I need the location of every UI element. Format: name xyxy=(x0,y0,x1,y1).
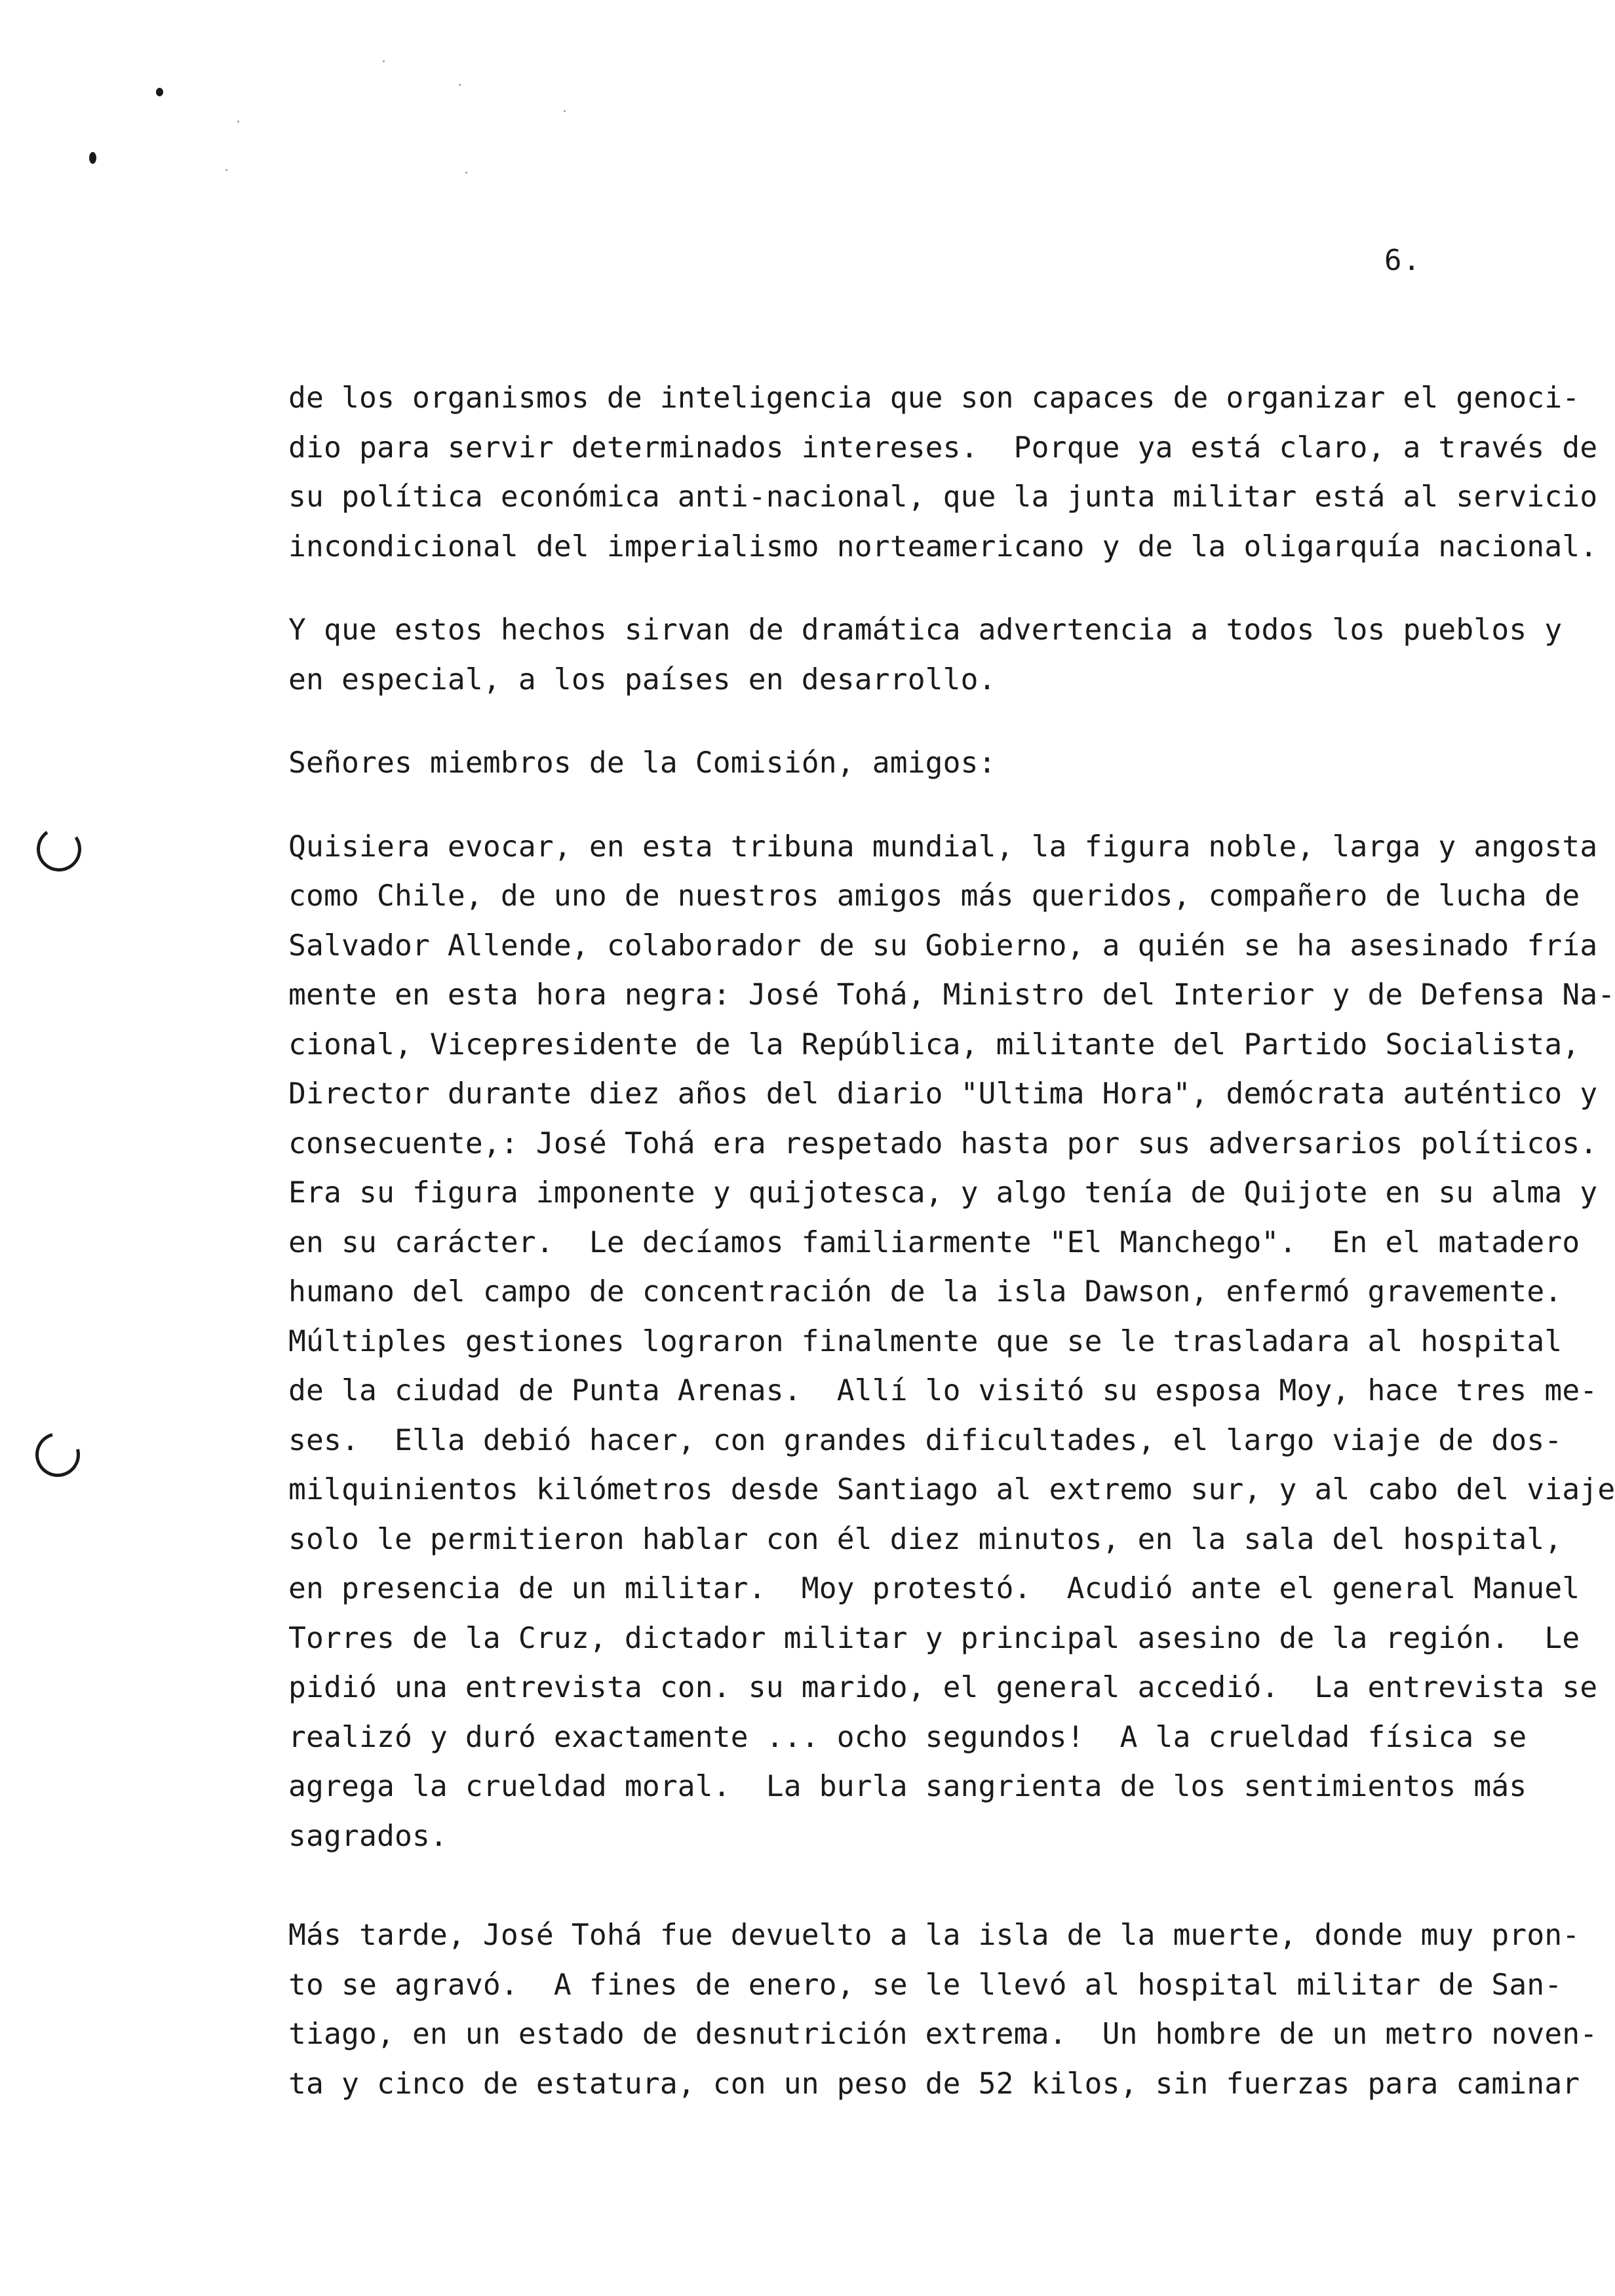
text-line: to se agravó. A fines de enero, se le llevó al hospital militar de San- xyxy=(288,1968,1563,2002)
scan-speck xyxy=(237,121,239,123)
text-line: Salvador Allende, colaborador de su Gobierno, a quién se ha asesinado fría xyxy=(288,928,1598,963)
scan-dot-mark xyxy=(89,152,96,164)
text-line: sagrados. xyxy=(288,1819,448,1853)
text-line: Más tarde, José Tohá fue devuelto a la isla de la muerte, donde muy pron- xyxy=(288,1919,1580,1952)
text-line: Múltiples gestiones lograron finalmente que se le trasladara al hospital xyxy=(288,1324,1563,1358)
paragraph xyxy=(288,822,1615,1862)
text-line: como Chile, de uno de nuestros amigos más queridos, compañero de lucha de xyxy=(288,879,1580,913)
punch-hole-mark xyxy=(33,824,85,875)
paragraph xyxy=(288,373,1598,571)
scan-speck xyxy=(383,60,385,62)
text-line: realizó y duró exactamente ... ocho segundos! A la crueldad física se xyxy=(288,1720,1527,1754)
text-line: Torres de la Cruz, dictador militar y principal asesino de la región. Le xyxy=(288,1621,1580,1655)
text-line: ta y cinco de estatura, con un peso de 52 kilos, sin fuerzas para caminar xyxy=(288,2067,1580,2101)
text-line: tiago, en un estado de desnutrición extrema. Un hombre de un metro noven- xyxy=(288,2018,1598,2051)
paragraph xyxy=(288,1911,1598,2109)
text-line: Director durante diez años del diario "Ultima Hora", demócrata auténtico y xyxy=(288,1077,1598,1111)
scan-speck xyxy=(225,169,227,171)
text-line: ses. Ella debió hacer, con grandes dificultades, el largo viaje de dos- xyxy=(288,1423,1563,1457)
text-line: pidió una entrevista con. su marido, el general accedió. La entrevista se xyxy=(288,1671,1598,1704)
text-line: Era su figura imponente y quijotesca, y algo tenía de Quijote en su alma y xyxy=(288,1176,1598,1210)
scan-dot-mark xyxy=(156,88,163,96)
text-line: agrega la crueldad moral. La burla sangrienta de los sentimientos más xyxy=(288,1770,1527,1803)
punch-hole-mark xyxy=(28,1425,88,1485)
text-line: de los organismos de inteligencia que son capaces de organizar el genoci- xyxy=(288,381,1580,415)
text-line: de la ciudad de Punta Arenas. Allí lo visitó su esposa Moy, hace tres me- xyxy=(288,1374,1598,1407)
text-line: incondicional del imperialismo norteamericano y de la oligarquía nacional. xyxy=(288,529,1598,564)
scan-speck xyxy=(465,172,467,174)
text-line: cional, Vicepresidente de la República, militante del Partido Socialista, xyxy=(288,1027,1580,1062)
paragraph xyxy=(288,605,1563,704)
text-line: su política económica anti-nacional, que la junta militar está al servicio xyxy=(288,480,1598,514)
text-line: en su carácter. Le decíamos familiarmente "El Manchego". En el matadero xyxy=(288,1225,1580,1259)
text-line: dio para servir determinados intereses. Porque ya está claro, a través de xyxy=(288,430,1598,465)
text-line: en presencia de un militar. Moy protestó. Acudió ante el general Manuel xyxy=(288,1572,1580,1605)
text-line: Y que estos hechos sirvan de dramática advertencia a todos los pueblos y xyxy=(288,613,1563,647)
scan-speck xyxy=(564,110,566,112)
text-line: humano del campo de concentración de la isla Dawson, enfermó gravemente. xyxy=(288,1275,1563,1309)
text-line: en especial, a los países en desarrollo. xyxy=(288,662,996,697)
text-line: Señores miembros de la Comisión, amigos: xyxy=(288,746,996,780)
text-line: milquinientos kilómetros desde Santiago al extremo sur, y al cabo del viaje xyxy=(288,1473,1615,1506)
text-line: mente en esta hora negra: José Tohá, Ministro del Interior y de Defensa Na- xyxy=(288,978,1615,1012)
document-body xyxy=(288,373,1615,2109)
text-line: solo le permitieron hablar con él diez minutos, en la sala del hospital, xyxy=(288,1522,1563,1556)
text-line: consecuente,: José Tohá era respetado hasta por sus adversarios políticos. xyxy=(288,1126,1598,1160)
scan-speck xyxy=(459,84,461,86)
page-number: 6. xyxy=(1384,244,1422,277)
text-line: Quisiera evocar, en esta tribuna mundial, la figura noble, larga y angosta xyxy=(288,830,1598,864)
paragraph xyxy=(288,738,1534,788)
